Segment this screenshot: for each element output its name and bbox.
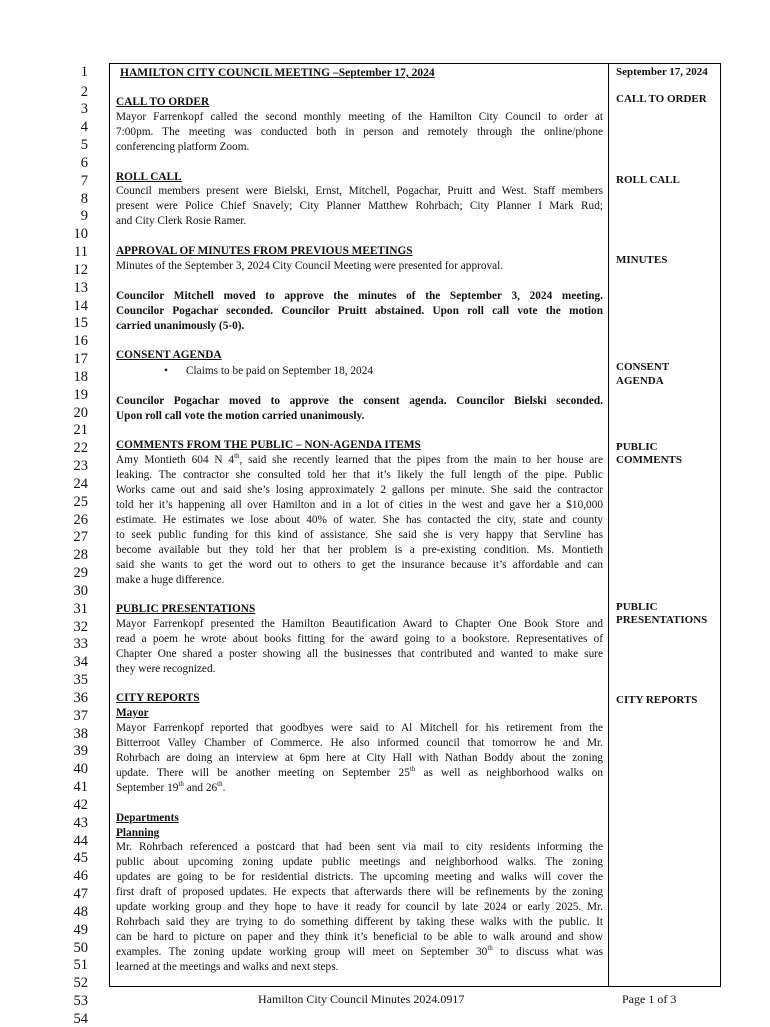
planning-line: Mr. Rohrbach referenced a postcard that had been sent via mail to city residents informing the bbox=[116, 841, 603, 853]
line-number: 13 bbox=[73, 280, 88, 296]
minutes-text: Minutes of the September 3, 2024 City Council Meeting were presented for approval. bbox=[116, 260, 504, 272]
line-number: 42 bbox=[73, 797, 88, 813]
line-number: 12 bbox=[73, 262, 88, 278]
line-number: 22 bbox=[73, 440, 88, 456]
line-number: 31 bbox=[73, 601, 88, 617]
consent-bullet: Claims to be paid on September 18, 2024 bbox=[186, 365, 373, 377]
side-comments: COMMENTS bbox=[616, 454, 682, 466]
side-consent: CONSENT bbox=[616, 361, 670, 373]
presentations-line: Chapter One shared a poster showing all the businesses that contributed and wanted to make sure bbox=[116, 648, 603, 660]
planning-line: first draft of proposed updates. He expects that afterwards there will be refinements by the zoning bbox=[116, 886, 603, 898]
call-to-order-line: conferencing platform Zoom. bbox=[116, 141, 250, 153]
city-reports-heading: CITY REPORTS bbox=[116, 692, 200, 704]
line-number: 34 bbox=[73, 654, 88, 670]
line-number: 44 bbox=[73, 833, 88, 849]
mayor-line: Mayor Farrenkopf reported that goodbyes were said to Al Mitchell for his retirement from the bbox=[116, 722, 603, 734]
public-comments-line: make a huge difference. bbox=[116, 574, 225, 586]
line-number: 50 bbox=[73, 940, 88, 956]
call-to-order-line: 7:00pm. The meeting was conducted both in person and remotely through the online/phone bbox=[116, 126, 603, 138]
footer-page-number: Page 1 of 3 bbox=[622, 992, 677, 1006]
line-number: 51 bbox=[73, 957, 88, 973]
line-number: 39 bbox=[73, 743, 88, 759]
mayor-text: . bbox=[222, 782, 226, 794]
planning-line: learned at the meetings and walks and next steps. bbox=[116, 961, 339, 973]
line-number: 37 bbox=[73, 708, 88, 724]
minutes-motion-line: Councilor Mitchell moved to approve the minutes of the September 3, 2024 meeting. bbox=[116, 290, 603, 302]
line-number: 36 bbox=[73, 690, 88, 706]
mayor-text: as well as neighborhood walks on bbox=[415, 767, 603, 779]
line-number: 27 bbox=[73, 529, 88, 545]
roll-call-heading: ROLL CALL bbox=[116, 171, 182, 183]
consent-motion-line: Upon roll call vote the motion carried unanimously. bbox=[116, 410, 365, 422]
side-agenda: AGENDA bbox=[616, 375, 664, 387]
line-number: 28 bbox=[73, 547, 88, 563]
line-number: 11 bbox=[74, 244, 88, 260]
mayor-text: September 19 bbox=[116, 782, 179, 794]
line-number: 16 bbox=[73, 333, 88, 349]
superscript: th bbox=[234, 452, 240, 461]
planning-line: updates are going to be for residential districts. The upcoming meeting and walks will cover the bbox=[116, 871, 603, 883]
line-number: 21 bbox=[73, 422, 88, 438]
side-public-2: PUBLIC bbox=[616, 601, 658, 613]
line-number: 48 bbox=[73, 904, 88, 920]
line-number: 25 bbox=[73, 494, 88, 510]
presentations-line: read a poem he wrote about books fitting for the award going to a bookstore. Representatives of bbox=[116, 633, 603, 645]
planning-heading: Planning bbox=[116, 827, 160, 839]
line-number: 29 bbox=[73, 565, 88, 581]
line-number: 10 bbox=[73, 226, 88, 242]
minutes-heading: APPROVAL OF MINUTES FROM PREVIOUS MEETINGS bbox=[116, 245, 413, 257]
line-number: 32 bbox=[73, 619, 88, 635]
comment-text: Amy Montieth 604 N 4 bbox=[116, 454, 235, 466]
roll-call-line: Council members present were Bielski, Ernst, Mitchell, Pogachar, Pruitt and West. Staff members bbox=[116, 185, 603, 197]
line-number: 38 bbox=[73, 726, 88, 742]
line-number: 15 bbox=[73, 315, 88, 331]
line-number: 49 bbox=[73, 922, 88, 938]
line-number: 20 bbox=[73, 405, 88, 421]
consent-heading: CONSENT AGENDA bbox=[116, 349, 222, 361]
planning-text: examples. The zoning update working group will meet on September 30 bbox=[116, 946, 488, 958]
departments-heading: Departments bbox=[116, 812, 179, 824]
side-minutes: MINUTES bbox=[616, 254, 668, 266]
line-number: 53 bbox=[73, 993, 88, 1009]
public-comments-line: become available but they told her that her problem is a pre-existing condition. Ms. Montieth bbox=[116, 544, 603, 556]
roll-call-line: and City Clerk Rosie Ramer. bbox=[116, 215, 247, 227]
mayor-text: and 26 bbox=[183, 782, 218, 794]
line-number: 14 bbox=[73, 298, 88, 314]
line-number: 54 bbox=[73, 1011, 88, 1027]
line-number: 35 bbox=[73, 672, 88, 688]
consent-motion-line: Councilor Pogachar moved to approve the consent agenda. Councilor Bielski seconded. bbox=[116, 395, 603, 407]
public-comments-line: estimate. He estimates we lose about 40% of water. She has contacted the city, state and county bbox=[116, 514, 603, 526]
comment-text: , said she recently learned that the pipes from the main to her house are bbox=[239, 454, 603, 466]
side-roll-call: ROLL CALL bbox=[616, 174, 680, 186]
bullet-icon: • bbox=[164, 365, 168, 377]
public-comments-line: leaking. The contractor she consulted told her that it’s likely the full length of the pipe. Public bbox=[116, 469, 603, 481]
superscript: th bbox=[178, 780, 184, 789]
mayor-line bbox=[116, 766, 603, 781]
public-comments-line bbox=[116, 453, 603, 468]
line-number: 5 bbox=[80, 137, 88, 153]
line-number: 19 bbox=[73, 387, 88, 403]
line-number: 7 bbox=[80, 173, 88, 189]
line-number: 43 bbox=[73, 815, 88, 831]
footer-document-name: Hamilton City Council Minutes 2024.0917 bbox=[258, 992, 465, 1006]
side-public: PUBLIC bbox=[616, 441, 658, 453]
line-number: 41 bbox=[73, 779, 88, 795]
planning-line: public about upcoming zoning update public meetings and neighborhood walks. The zoning bbox=[116, 856, 603, 868]
column-divider bbox=[608, 63, 609, 987]
presentations-heading: PUBLIC PRESENTATIONS bbox=[116, 603, 256, 615]
line-number: 18 bbox=[73, 369, 88, 385]
call-to-order-line: Mayor Farrenkopf called the second monthly meeting of the Hamilton City Council to order at bbox=[116, 111, 603, 123]
minutes-motion-line: carried unanimously (5-0). bbox=[116, 320, 245, 332]
line-number: 33 bbox=[73, 636, 88, 652]
line-number: 52 bbox=[73, 975, 88, 991]
planning-line: Rohrbach said they are trying to do something different by taking these walks with the public. It bbox=[116, 916, 603, 928]
line-number: 17 bbox=[73, 351, 88, 367]
public-comments-heading: COMMENTS FROM THE PUBLIC – NON-AGENDA ITEMS bbox=[116, 439, 421, 451]
line-number: 4 bbox=[80, 119, 88, 135]
minutes-motion-line: Councilor Pogachar seconded. Councilor Pruitt abstained. Upon roll call vote the motion bbox=[116, 305, 603, 317]
call-to-order-heading: CALL TO ORDER bbox=[116, 96, 210, 108]
line-number: 8 bbox=[80, 191, 88, 207]
planning-text: to discuss what was bbox=[492, 946, 603, 958]
line-number: 23 bbox=[73, 458, 88, 474]
mayor-line bbox=[116, 781, 603, 796]
side-presentations: PRESENTATIONS bbox=[616, 614, 708, 626]
side-call-to-order: CALL TO ORDER bbox=[616, 93, 707, 105]
public-comments-line: to seek public funding for this kind of assistance. She said she is very happy that Servline has bbox=[116, 529, 603, 541]
presentations-line: Mayor Farrenkopf presented the Hamilton Beautification Award to Chapter One Book Store and bbox=[116, 618, 603, 630]
side-city-reports: CITY REPORTS bbox=[616, 694, 698, 706]
mayor-heading: Mayor bbox=[116, 707, 149, 719]
mayor-line: Rohrbach are doing an interview at 6pm here at City Hall with Nathan Boddy about the zoning bbox=[116, 752, 603, 764]
line-number: 3 bbox=[80, 101, 88, 117]
line-number: 26 bbox=[73, 512, 88, 528]
planning-line: can be hard to picture on paper and they think it’s beneficial to be able to walk around and show bbox=[116, 931, 603, 943]
superscript: th bbox=[409, 765, 416, 774]
public-comments-line: said she wants to get the word out to others to get the insurance because it’s affordable and can bbox=[116, 559, 603, 571]
meeting-title: HAMILTON CITY COUNCIL MEETING –September 17, 2024 bbox=[120, 67, 435, 79]
header-date: September 17, 2024 bbox=[616, 66, 708, 78]
superscript: th bbox=[217, 780, 223, 789]
planning-line bbox=[116, 945, 603, 960]
mayor-text: update. There will be another meeting on September 25 bbox=[116, 767, 410, 779]
roll-call-line: present were Police Chief Snavely; City Planner Matthew Rohrbach; City Planner I Mark Rud; bbox=[116, 200, 603, 212]
line-number: 1 bbox=[80, 64, 88, 80]
public-comments-line: told her it’s happening all over Hamilton and in a lot of cities in the west and gave her a $10,000 bbox=[116, 499, 603, 511]
line-number: 30 bbox=[73, 583, 88, 599]
superscript: th bbox=[487, 944, 493, 953]
line-number: 24 bbox=[73, 476, 88, 492]
line-number: 2 bbox=[80, 84, 88, 100]
line-number: 6 bbox=[80, 155, 88, 171]
line-number: 9 bbox=[80, 208, 88, 224]
mayor-line: Bitterroot Valley Chamber of Commerce. He also informed council that tomorrow he and Mr. bbox=[116, 737, 603, 749]
public-comments-line: Works came out and said she’s losing approximately 2 gallons per minute. She said the contractor bbox=[116, 484, 603, 496]
line-number: 47 bbox=[73, 886, 88, 902]
planning-line: update working group and they hope to have it ready for council by late 2024 or early 2025. Mr. bbox=[116, 901, 603, 913]
line-number: 45 bbox=[73, 850, 88, 866]
line-number: 40 bbox=[73, 761, 88, 777]
line-number: 46 bbox=[73, 868, 88, 884]
presentations-line: they were recognized. bbox=[116, 663, 216, 675]
